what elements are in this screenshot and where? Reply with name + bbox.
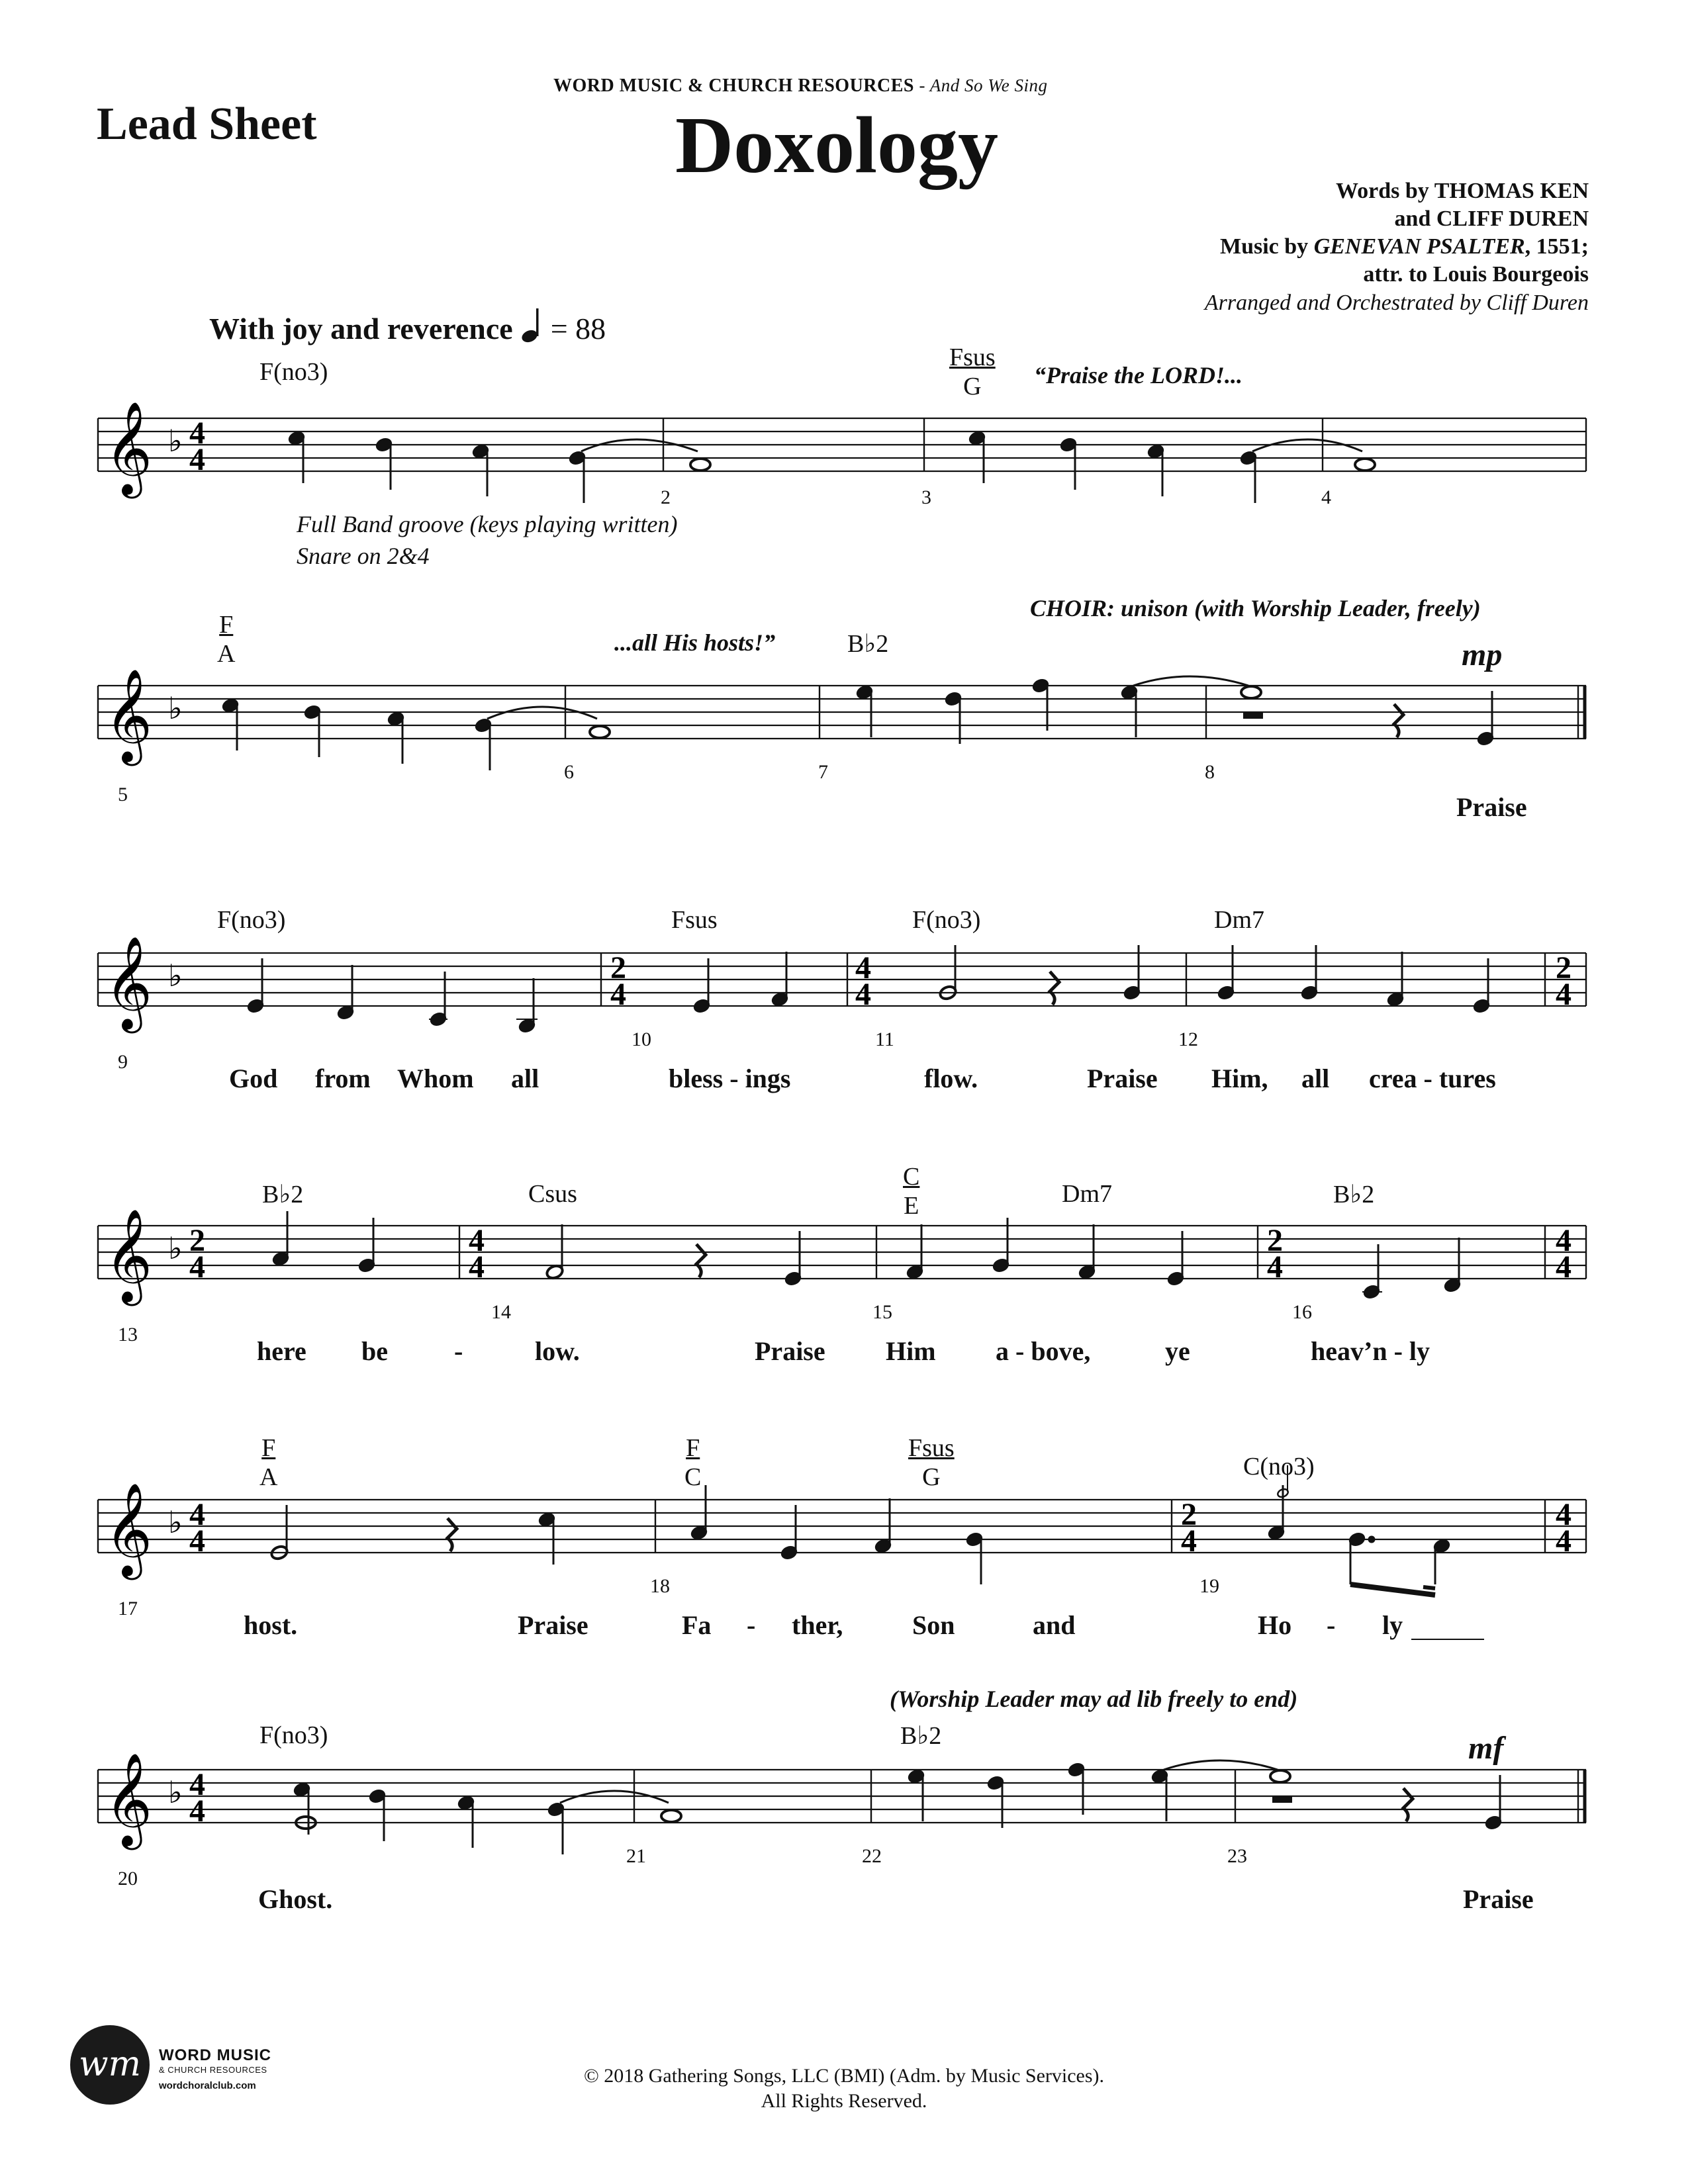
treble-clef-icon xyxy=(105,668,152,766)
svg-text:4: 4 xyxy=(610,977,626,1012)
measure-number: 2 xyxy=(661,486,671,508)
measure-number: 17 xyxy=(118,1598,138,1619)
lyric-syllable: all xyxy=(511,1064,539,1093)
staff-system-2 xyxy=(0,664,1688,797)
key-signature-flat xyxy=(168,424,183,458)
attr-credit: attr. to Louis Bourgeois xyxy=(1363,262,1589,287)
slash-chord: F C xyxy=(684,1434,702,1491)
lead-sheet-label: Lead Sheet xyxy=(97,99,317,150)
lyric-syllable: Ho xyxy=(1258,1610,1292,1640)
lyric-syllable: ther, xyxy=(792,1610,843,1640)
slash-chord: Fsus G xyxy=(908,1434,955,1491)
collection-name: - And So We Sing xyxy=(919,75,1048,95)
performance-note: Full Band groove (keys playing written) Snare on 2&4 xyxy=(297,511,678,569)
lyric-syllable: Him, xyxy=(1211,1064,1268,1093)
music-source: GENEVAN PSALTER xyxy=(1313,234,1525,259)
lyric-syllable: heav’n - ly xyxy=(1311,1336,1430,1366)
lyric-syllable: all xyxy=(1301,1064,1330,1093)
svg-text:♭: ♭ xyxy=(168,1506,183,1539)
lyric-syllable: Whom xyxy=(397,1064,474,1093)
slash-chord: F A xyxy=(259,1434,278,1491)
svg-text:2: 2 xyxy=(1267,1223,1283,1258)
svg-text:wm: wm xyxy=(79,2044,141,2084)
lyric-syllable: Praise xyxy=(1456,792,1527,822)
lyric-syllable: host. xyxy=(244,1610,298,1640)
lyric-syllable: a - bove, xyxy=(996,1336,1091,1366)
tempo-marking xyxy=(209,307,606,346)
quarter-rest xyxy=(1394,704,1403,737)
tempo-text: With joy and reverence xyxy=(209,312,513,345)
svg-text:𝄞: 𝄞 xyxy=(105,1482,153,1576)
svg-text:4: 4 xyxy=(189,1497,205,1532)
chord-symbol: B♭2 xyxy=(900,1722,942,1750)
measure-number: 4 xyxy=(1321,486,1331,508)
tempo-value: = 88 xyxy=(550,312,606,345)
svg-text:𝄞: 𝄞 xyxy=(105,1208,153,1302)
svg-text:2: 2 xyxy=(1556,950,1571,985)
lyric-syllable: be xyxy=(361,1336,388,1366)
words-credit-2: and CLIFF DUREN xyxy=(1394,206,1589,232)
staff-lines xyxy=(98,418,1586,471)
chord-symbol: F(no3) xyxy=(259,358,328,386)
arranger-credit: Arranged and Orchestrated by Cliff Duren xyxy=(1204,290,1589,315)
svg-text:♭: ♭ xyxy=(168,1232,183,1265)
key-signature-flat xyxy=(168,692,183,725)
worship-leader-direction: (Worship Leader may ad lib freely to end) xyxy=(890,1686,1298,1712)
svg-text:4: 4 xyxy=(1267,1250,1283,1285)
quarter-note-icon xyxy=(520,307,543,343)
time-signature xyxy=(189,416,205,477)
song-title: Doxology xyxy=(675,101,998,190)
words-credit-1: Words by THOMAS KEN xyxy=(1336,179,1589,203)
chord-symbol: Dm7 xyxy=(1214,906,1264,934)
staff-system-4 xyxy=(0,1205,1688,1337)
svg-text:4: 4 xyxy=(1556,1497,1571,1532)
svg-text:4: 4 xyxy=(855,950,871,985)
lyric-syllable: Praise xyxy=(1463,1884,1534,1914)
measure-number: 8 xyxy=(1205,761,1215,783)
measure-number: 14 xyxy=(491,1301,511,1323)
lyric-syllable: crea - tures xyxy=(1369,1064,1496,1093)
measure-number: 20 xyxy=(118,1868,138,1889)
svg-text:4: 4 xyxy=(1556,1524,1571,1559)
copyright-notice: © 2018 Gathering Songs, LLC (BMI) (Adm. by Music Services). All Rights Reserved. xyxy=(583,2065,1105,2112)
svg-text:4: 4 xyxy=(1556,977,1571,1012)
praise-the-lord-cue: “Praise the LORD!... xyxy=(1034,362,1243,388)
half-rest xyxy=(1243,712,1263,719)
chord-symbol: C(no3) xyxy=(1243,1453,1315,1480)
chord-symbol: B♭2 xyxy=(1333,1181,1375,1208)
measure-number: 15 xyxy=(872,1301,892,1323)
treble-clef-icon xyxy=(105,400,152,499)
staff-system-5 xyxy=(0,1479,1688,1624)
slash-chord: C E xyxy=(903,1163,920,1220)
lyric-syllable: bless - ings xyxy=(669,1064,791,1093)
publisher: WORD MUSIC & CHURCH RESOURCES xyxy=(553,75,914,96)
staff-system-6 xyxy=(0,1749,1688,1881)
svg-text:4: 4 xyxy=(189,1767,205,1802)
lyric-syllable: Fa xyxy=(682,1610,712,1640)
lyric-syllable: here xyxy=(257,1336,306,1366)
chord-symbol: B♭2 xyxy=(262,1181,304,1208)
staff-system-1 xyxy=(0,397,1688,529)
measure-number: 6 xyxy=(564,761,574,783)
chord-symbol: Dm7 xyxy=(1062,1180,1112,1208)
chord-symbol: F(no3) xyxy=(259,1721,328,1749)
measure-number: 10 xyxy=(632,1028,651,1050)
lyric-syllable: God xyxy=(229,1064,278,1093)
dynamic-mp: mp xyxy=(1462,637,1503,672)
svg-text:𝄞: 𝄞 xyxy=(105,1752,153,1846)
logo-text: WORD MUSIC & CHURCH RESOURCES wordchoralclub.com xyxy=(159,2046,271,2091)
measure-number: 22 xyxy=(862,1845,882,1867)
staff-system-3 xyxy=(0,932,1688,1064)
measure-number: 7 xyxy=(818,761,828,783)
svg-text:4: 4 xyxy=(1556,1250,1571,1285)
chord-symbol: B♭2 xyxy=(847,630,889,658)
lyric-syllable: Ghost. xyxy=(258,1884,333,1914)
svg-text:2: 2 xyxy=(189,1223,205,1258)
chord-symbol: F(no3) xyxy=(217,906,286,934)
svg-text:4: 4 xyxy=(855,977,871,1012)
measure-number: 5 xyxy=(118,784,128,805)
lyric-syllable: Praise xyxy=(755,1336,825,1366)
lyric-syllable: Praise xyxy=(1087,1064,1158,1093)
svg-text:4: 4 xyxy=(469,1250,485,1285)
svg-text:4: 4 xyxy=(1181,1524,1197,1559)
lyric-syllable: Son xyxy=(912,1610,955,1640)
lyric-syllable: - xyxy=(454,1336,463,1366)
svg-text:4: 4 xyxy=(189,416,205,451)
svg-text:2: 2 xyxy=(610,950,626,985)
chord-symbol: Csus xyxy=(528,1180,577,1208)
svg-text:♭: ♭ xyxy=(168,1776,183,1809)
svg-text:♭: ♭ xyxy=(168,424,183,458)
measure-number: 11 xyxy=(875,1028,894,1050)
lyric-syllable: flow. xyxy=(924,1064,978,1093)
lyric-syllable: - xyxy=(1327,1610,1336,1640)
svg-text:4: 4 xyxy=(189,1524,205,1559)
publisher-line xyxy=(553,75,1047,97)
chord-symbol: Fsus xyxy=(671,906,718,934)
measure-number: 23 xyxy=(1227,1845,1247,1867)
lyric-syllable: low. xyxy=(535,1336,580,1366)
svg-text:𝄞: 𝄞 xyxy=(105,935,153,1029)
lyric-syllable: ly xyxy=(1382,1610,1403,1640)
svg-text:4: 4 xyxy=(189,1794,205,1829)
measure-number: 13 xyxy=(118,1324,138,1345)
chord-symbol: F(no3) xyxy=(912,906,981,934)
svg-text:♭: ♭ xyxy=(168,692,183,725)
measure-number: 19 xyxy=(1199,1575,1219,1597)
svg-text:4: 4 xyxy=(1556,1223,1571,1258)
svg-text:4: 4 xyxy=(189,442,205,477)
measure-number: 21 xyxy=(626,1845,646,1867)
svg-text:𝄞: 𝄞 xyxy=(105,400,153,494)
lyric-syllable: Praise xyxy=(518,1610,588,1640)
lyric-syllable: Him xyxy=(886,1336,936,1366)
lyric-syllable: ye xyxy=(1165,1336,1190,1366)
svg-text:♭: ♭ xyxy=(168,959,183,993)
melisma-line xyxy=(1411,1637,1491,1641)
website-link: wordchoralclub.com xyxy=(159,2080,256,2091)
melody-notes xyxy=(288,430,1375,503)
lyric-syllable: and xyxy=(1033,1610,1076,1640)
measure-number: 16 xyxy=(1292,1301,1312,1323)
measure-number: 18 xyxy=(650,1575,670,1597)
measure-number: 3 xyxy=(921,486,931,508)
svg-text:4: 4 xyxy=(469,1223,485,1258)
slash-chord: Fsus G xyxy=(949,343,996,400)
credits-block xyxy=(1205,177,1589,317)
svg-text:2: 2 xyxy=(1181,1497,1197,1532)
svg-text:𝄞: 𝄞 xyxy=(105,668,153,762)
choir-direction: CHOIR: unison (with Worship Leader, freely) xyxy=(1030,595,1481,621)
lyric-syllable: - xyxy=(747,1610,756,1640)
music-credit: Music by GENEVAN PSALTER, 1551; xyxy=(1220,234,1589,259)
dynamic-mf: mf xyxy=(1468,1731,1504,1766)
svg-text:4: 4 xyxy=(189,1250,205,1285)
measure-number: 12 xyxy=(1178,1028,1198,1050)
lyric-syllable: from xyxy=(315,1064,371,1093)
slash-chord: F A xyxy=(217,611,236,668)
all-his-hosts-cue: ...all His hosts!” xyxy=(614,629,776,656)
measure-number: 9 xyxy=(118,1051,128,1073)
